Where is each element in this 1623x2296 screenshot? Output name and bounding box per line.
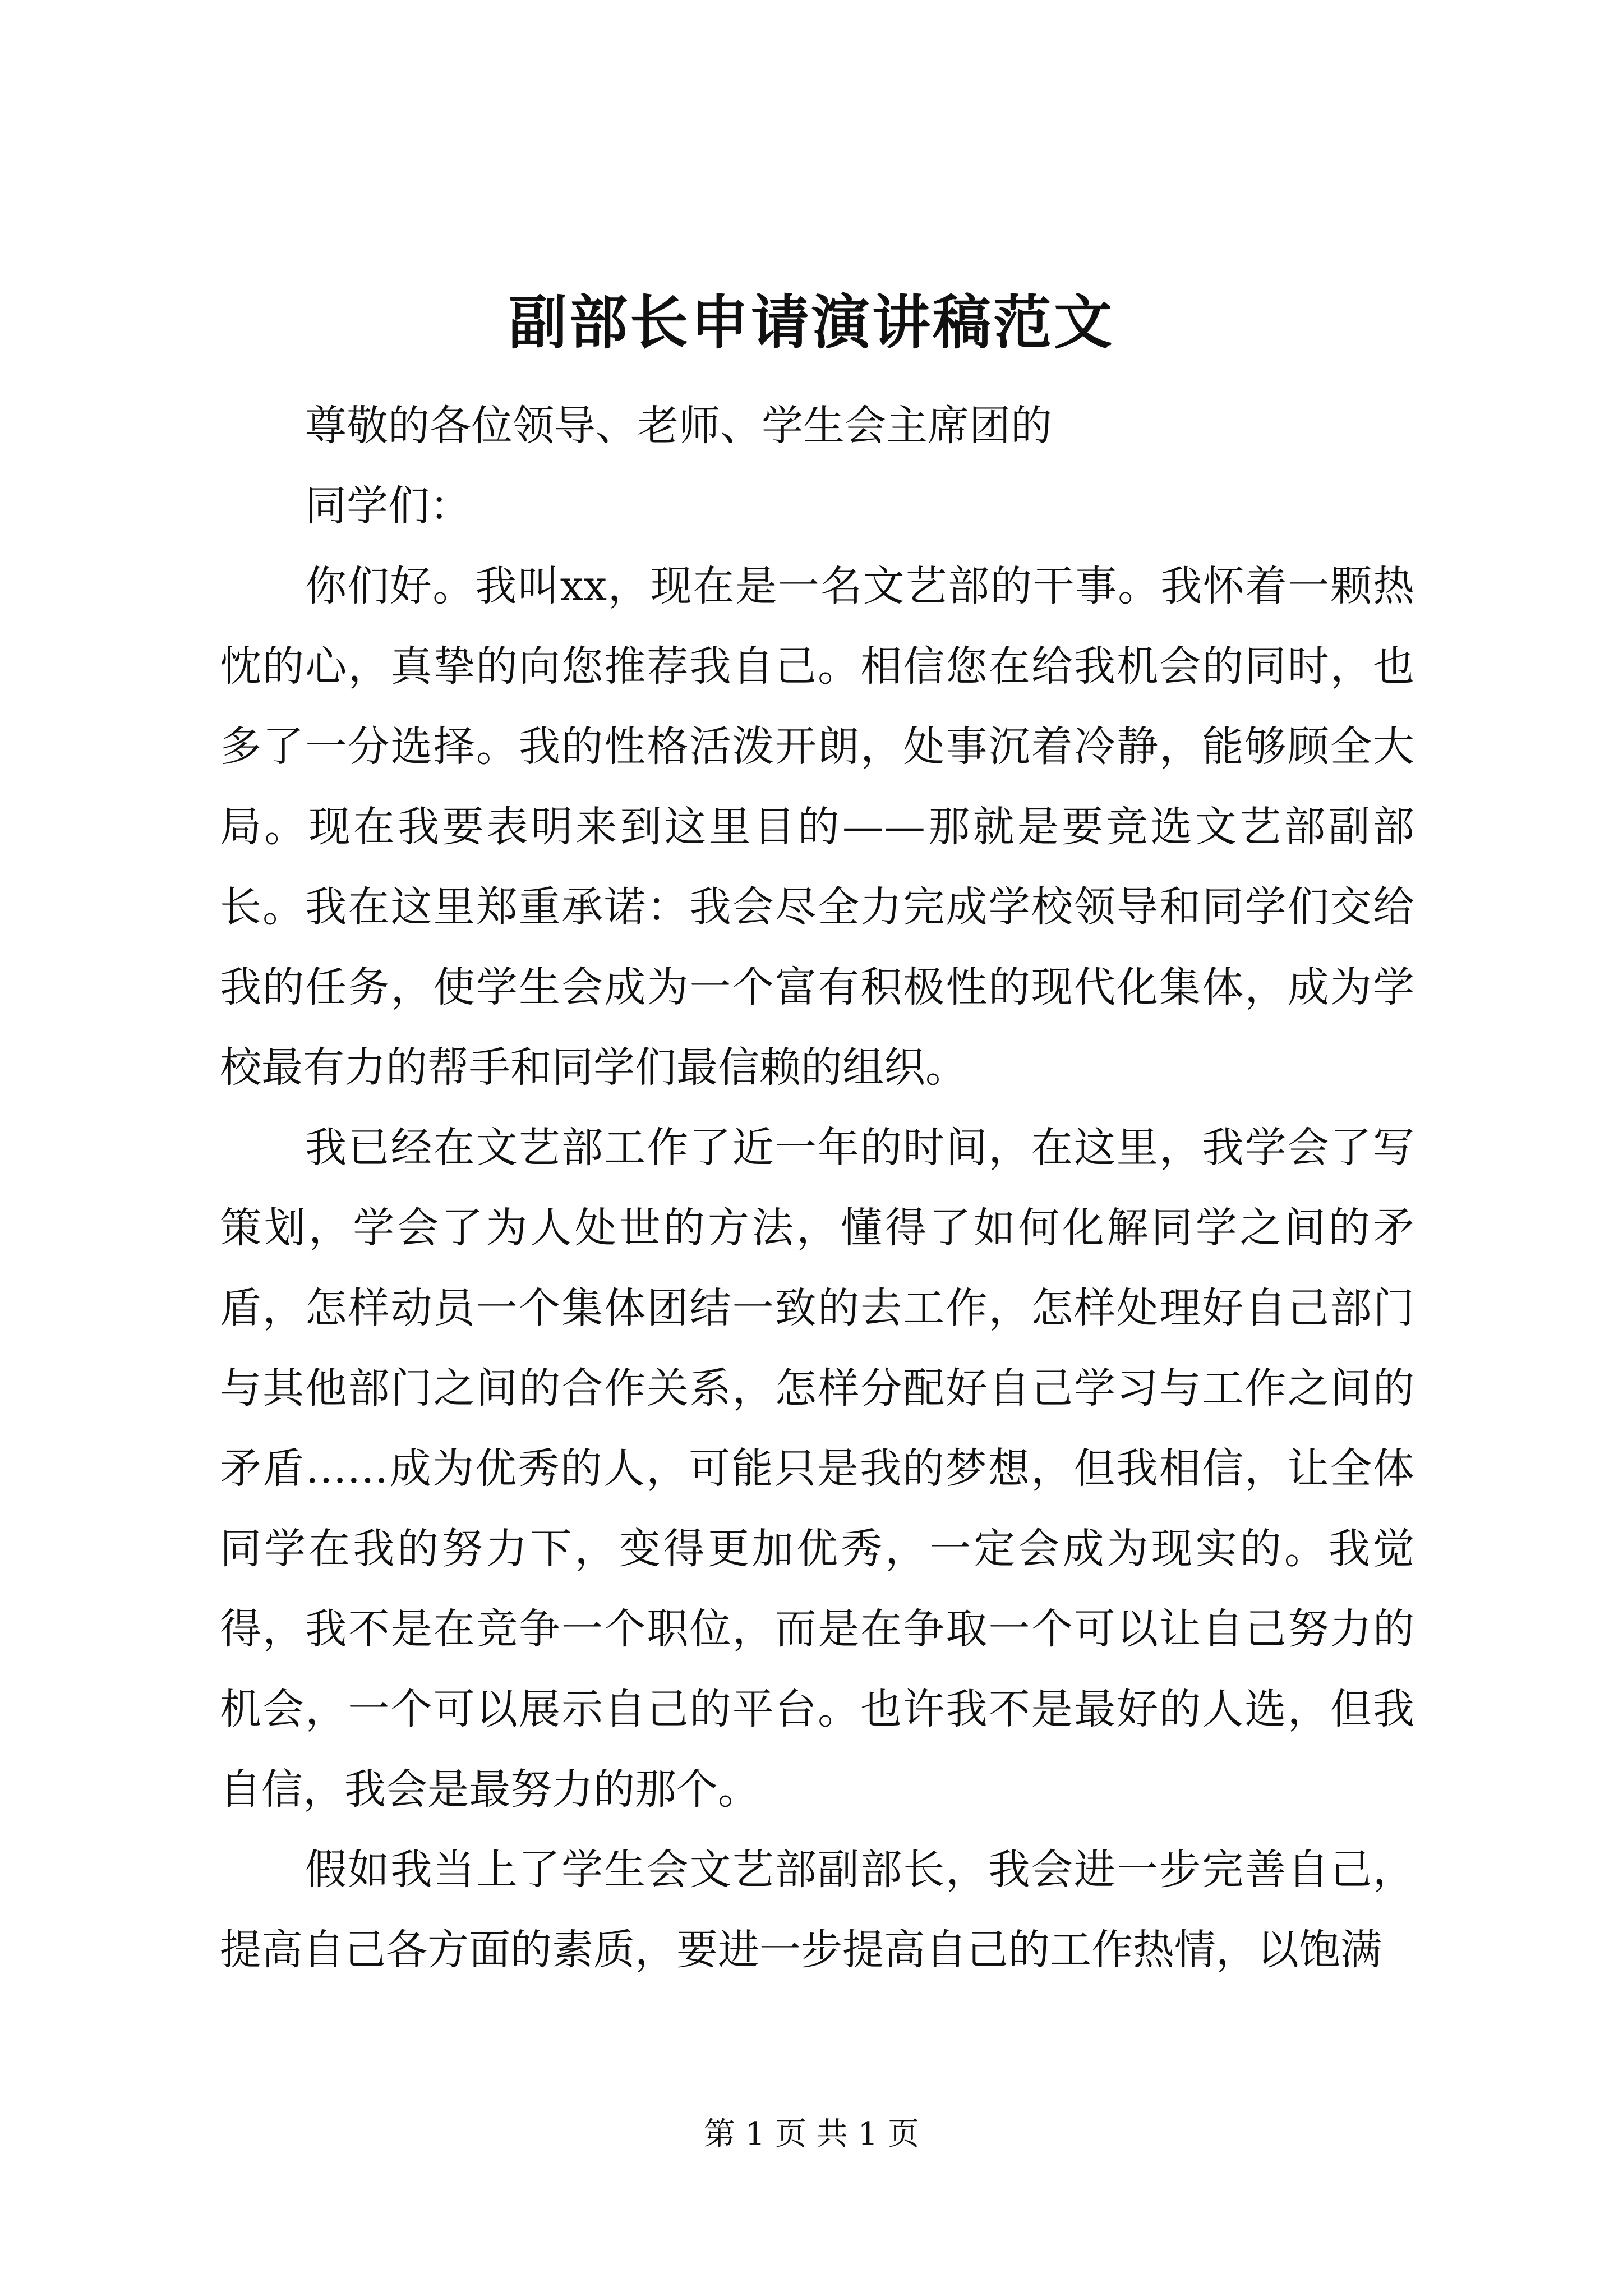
document-title: 副部长申请演讲稿范文 [508, 288, 1114, 357]
paragraph-3: 假如我当上了学生会文艺部副部长，我会进一步完善自己，提高自己各方面的素质，要进一步提高自己的工作热情，以饱满 [220, 1846, 1414, 1974]
page-footer: 第 1 页 共 1 页 [703, 2116, 920, 2152]
document-body [220, 386, 1414, 1990]
paragraph-2: 我已经在文艺部工作了近一年的时间，在这里，我学会了写策划，学会了为人处世的方法，懂得了如何化解同学之间的矛盾，怎样动员一个集体团结一致的去工作，怎样处理好自己部门与其他部门之间的合作关系，怎样分配好自己学习与工作之间的矛盾……成为优秀的人，可能只是我的梦想，但我相信，让全体同学在我的努力下，变得更加优秀，一定会成为现实的。我觉得，我不是在竞争一个职位，而是在争取一个可以让自己努力的机会，一个可以展示自己的平台。也许我不是最好的人选，但我自信，我会是最努力的那个。 [220, 1124, 1414, 1814]
salutation-line-1: 尊敬的各位领导、老师、学生会主席团的 [305, 402, 1052, 450]
paragraph-1: 你们好。我叫xx，现在是一名文艺部的干事。我怀着一颗热忱的心，真挚的向您推荐我自己。相信您在给我机会的同时，也多了一分选择。我的性格活泼开朗，处事沉着冷静，能够顾全大局。现在我要表明来到这里目的——那就是要竞选文艺部副部长。我在这里郑重承诺：我会尽全力完成学校领导和同学们交给我的任务，使学生会成为一个富有积极性的现代化集体，成为学校最有力的帮手和同学们最信赖的组织。 [220, 562, 1414, 1092]
salutation-line-2: 同学们： [305, 482, 471, 530]
